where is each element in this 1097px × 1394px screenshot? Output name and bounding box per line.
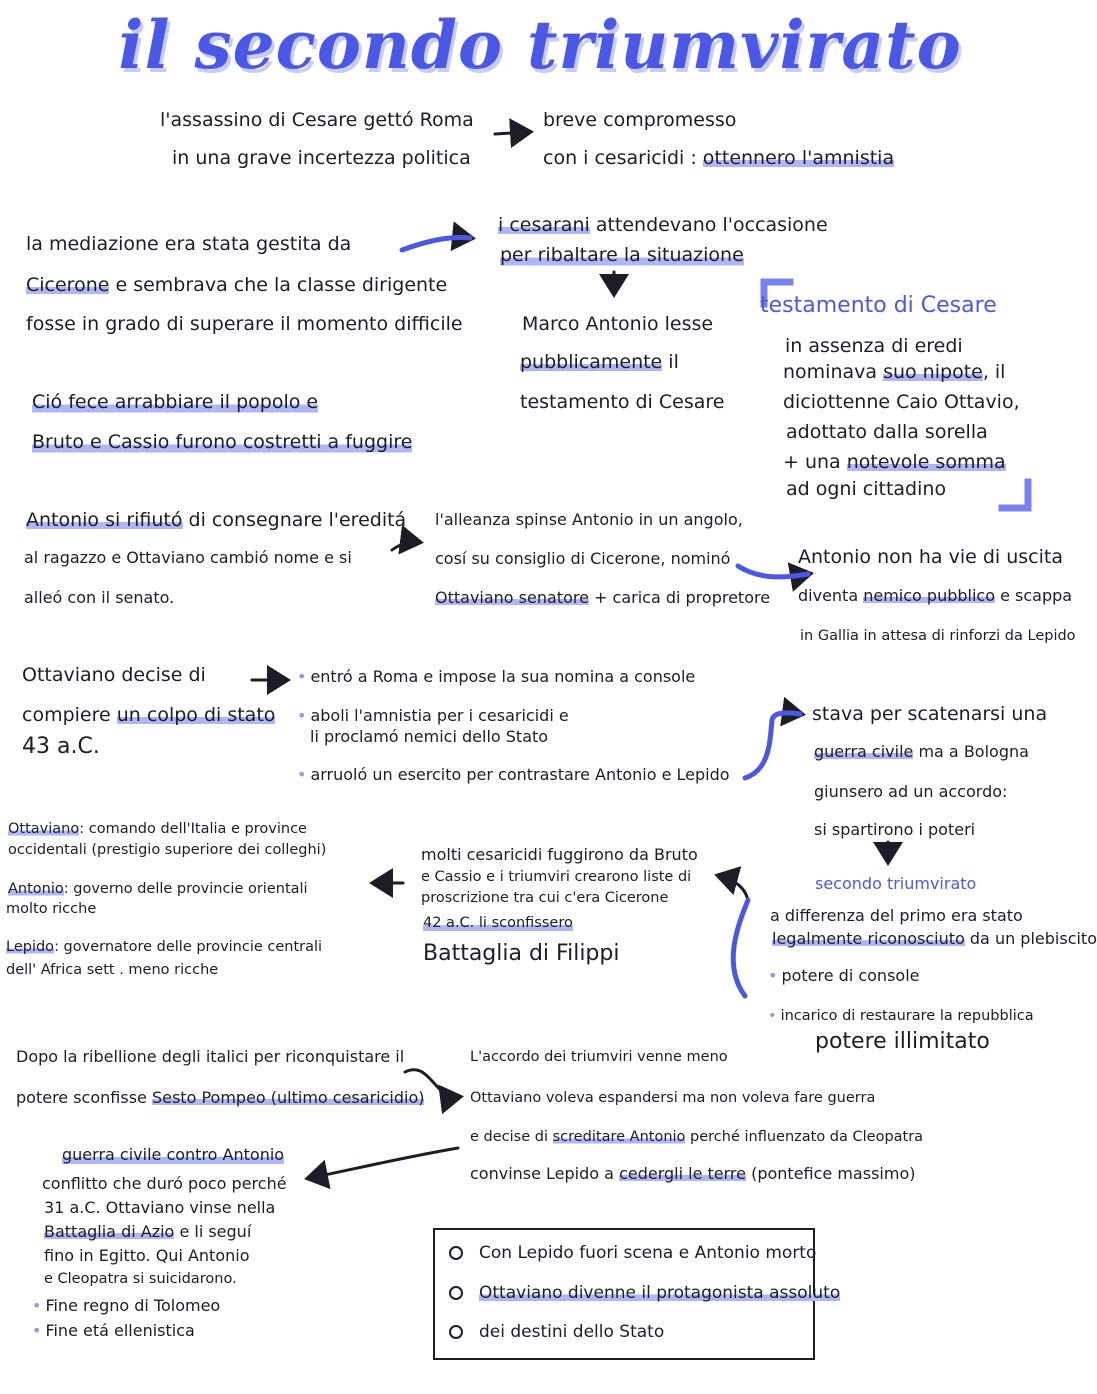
battle-of-philippi: Battaglia di Filippi	[423, 941, 620, 966]
civil-war-line-3: giunsero ad un accordo:	[814, 782, 1008, 801]
civil-war-line-4: si spartirono i poteri	[814, 820, 976, 839]
intro-line-2: in una grave incertezza politica	[172, 147, 471, 169]
coup-line-1: Ottaviano decise di	[22, 664, 206, 686]
triumvirate-detail-2: legalmente riconosciuto da un plebiscito	[772, 929, 1097, 948]
accord-broken-line-4: convinse Lepido a cedergli le terre (pontefice massimo)	[470, 1164, 916, 1183]
refusal-line-2: al ragazzo e Ottaviano cambió nome e si	[24, 548, 352, 567]
mediation-line-1: la mediazione era stata gestita da	[26, 233, 352, 255]
triumvirate-bullet-2: • incarico di restaurare la repubblica	[768, 1008, 1034, 1024]
civil-war-line-2: guerra civile ma a Bologna	[814, 742, 1029, 761]
lepido-role-2: dell' Africa sett . meno ricche	[6, 962, 219, 978]
no-exit-line-2: diventa nemico pubblico e scappa	[798, 586, 1073, 605]
refusal-line-3: alleó con il senato.	[24, 588, 175, 607]
proscription-line-2: e Cassio e i triumviri crearono liste di	[421, 869, 692, 885]
accord-broken-line-1: L'accordo dei triumviri venne meno	[470, 1049, 728, 1065]
sesto-pompeo-line-1: Dopo la ribellione degli italici per riconquistare il	[16, 1047, 405, 1066]
actium-line-4: fino in Egitto. Qui Antonio	[44, 1246, 250, 1265]
testamento-line-3: diciottenne Caio Ottavio,	[783, 391, 1020, 413]
intro-line-1: l'assassino di Cesare gettó Roma	[160, 109, 474, 131]
actium-line-3: Battaglia di Azio e li seguí	[44, 1222, 252, 1241]
ottaviano-role-1: Ottaviano: comando dell'Italia e province	[8, 821, 307, 837]
sesto-pompeo-line-2: potere sconfisse Sesto Pompeo (ultimo cesaricidio)	[16, 1088, 425, 1107]
compromise-line-2: con i cesaricidi : ottennero l'amnistia	[543, 147, 895, 169]
coup-bullet-1: • entró a Roma e impose la sua nomina a console	[297, 667, 696, 686]
no-exit-line-1: Antonio non ha vie di uscita	[798, 546, 1063, 568]
circle-bullet-icon	[449, 1325, 463, 1339]
refusal-line-1: Antonio si rifiutó di consegnare l'ereditá	[26, 509, 407, 531]
proscription-line-3: proscrizione tra cui c'era Cicerone	[421, 890, 669, 906]
actium-line-2: 31 a.C. Ottaviano vinse nella	[44, 1198, 276, 1217]
triumvirate-bullet-1: • potere di console	[768, 966, 920, 985]
coup-bullet-3: • arruoló un esercito per contrastare Antonio e Lepido	[297, 765, 730, 784]
proscription-line-1: molti cesaricidi fuggirono da Bruto	[421, 845, 698, 864]
antonio-role-2: molto ricche	[6, 901, 97, 917]
unlimited-power: potere illimitato	[815, 1029, 990, 1054]
antonio-reads-line-1: Marco Antonio lesse	[522, 313, 714, 335]
testamento-line-2: nominava suo nipote, il	[783, 361, 1006, 383]
compromise-line-1: breve compromesso	[543, 109, 737, 131]
accord-broken-line-2: Ottaviano voleva espandersi ma non voleva fare guerra	[470, 1090, 876, 1106]
summary-item: dei destini dello Stato	[449, 1322, 664, 1342]
coup-year: 43 a.C.	[22, 734, 100, 759]
anger-line-2: Bruto e Cassio furono costretti a fuggire	[32, 431, 413, 453]
circle-bullet-icon	[449, 1246, 463, 1260]
mediation-line-3: fosse in grado di superare il momento difficile	[26, 313, 463, 335]
end-bullet-1: • Fine regno di Tolomeo	[32, 1296, 221, 1315]
end-bullet-2: • Fine etá ellenistica	[32, 1321, 195, 1340]
proscription-line-4: 42 a.C. li sconfissero	[423, 915, 573, 931]
summary-item: Ottaviano divenne il protagonista assoluto	[449, 1283, 840, 1303]
alliance-line-1: l'alleanza spinse Antonio in un angolo,	[435, 510, 743, 529]
alliance-line-3: Ottaviano senatore + carica di propretore	[435, 588, 771, 607]
coup-line-2: compiere un colpo di stato	[22, 704, 276, 726]
summary-box	[433, 1228, 841, 1360]
antonio-reads-line-3: testamento di Cesare	[520, 391, 725, 413]
coup-bullet-2: • aboli l'amnistia per i cesaricidi e	[297, 706, 569, 725]
civil-war-line-1: stava per scatenarsi una	[812, 703, 1048, 725]
no-exit-line-3: in Gallia in attesa di rinforzi da Lepido	[800, 628, 1076, 644]
civil-war-antonio-heading: guerra civile contro Antonio	[62, 1145, 285, 1164]
page-title: il secondo triumvirato	[118, 6, 962, 84]
accord-broken-line-3: e decise di screditare Antonio perché influenzato da Cleopatra	[470, 1129, 924, 1145]
alliance-line-2: cosí su consiglio di Cicerone, nominó	[435, 549, 731, 568]
actium-line-1: conflitto che duró poco perché	[42, 1174, 287, 1193]
summary-item: Con Lepido fuori scena e Antonio morto	[449, 1243, 816, 1263]
lepido-role-1: Lepido: governatore delle provincie centrali	[6, 939, 323, 955]
testamento-line-4: adottato dalla sorella	[786, 421, 988, 443]
testamento-heading: testamento di Cesare	[760, 293, 997, 318]
testamento-line-1: in assenza di eredi	[785, 335, 963, 357]
triumvirate-detail-1: a differenza del primo era stato	[770, 906, 1023, 925]
ottaviano-role-2: occidentali (prestigio superiore dei colleghi)	[8, 842, 327, 858]
coup-bullet-2-cont: li proclamó nemici dello Stato	[310, 727, 549, 746]
antonio-role-1: Antonio: governo delle provincie orientali	[8, 881, 308, 897]
mediation-line-2: Cicerone e sembrava che la classe dirigente	[26, 274, 448, 296]
second-triumvirate-label: secondo triumvirato	[815, 874, 977, 893]
antonio-reads-line-2: pubblicamente il	[520, 351, 679, 373]
actium-line-5: e Cleopatra si suicidarono.	[44, 1271, 237, 1287]
cesarani-line-1: i cesarani attendevano l'occasione	[498, 214, 828, 236]
cesarani-line-2: per ribaltare la situazione	[500, 244, 744, 266]
testamento-line-6: ad ogni cittadino	[786, 478, 947, 500]
anger-line-1: Ció fece arrabbiare il popolo e	[32, 391, 319, 413]
circle-bullet-icon	[449, 1286, 463, 1300]
testamento-line-5: + una notevole somma	[783, 451, 1006, 473]
